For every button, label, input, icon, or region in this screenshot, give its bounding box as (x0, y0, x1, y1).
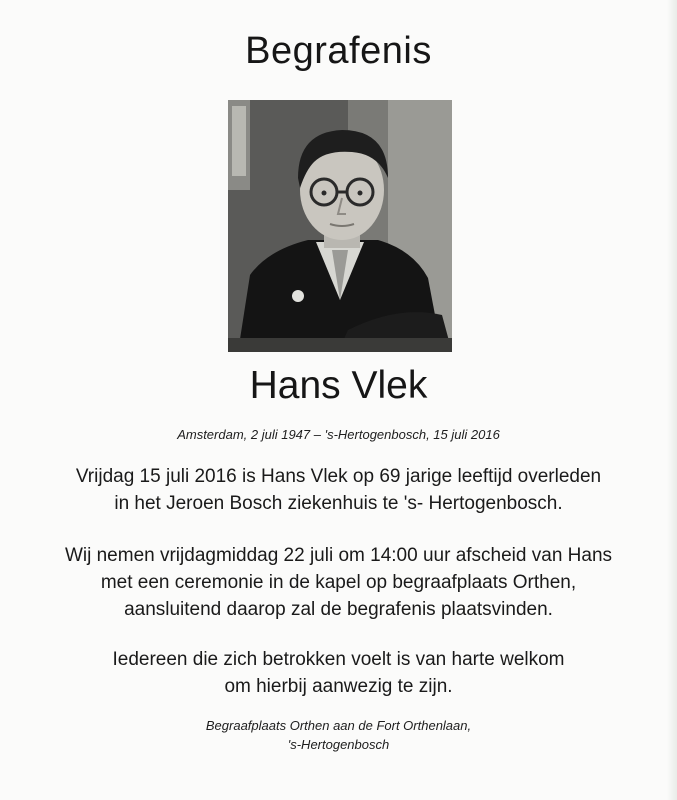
card-title: Begrafenis (245, 30, 432, 72)
location-line: 's-Hertogenbosch (287, 737, 390, 752)
welcome-line: Iedereen die zich betrokken voelt is van harte welkom (112, 649, 565, 670)
birth-death-dates: Amsterdam, 2 juli 1947 – 's-Hertogenbosch, 15 juli 2016 (177, 427, 500, 442)
portrait-illustration (228, 100, 452, 352)
announcement-line: Vrijdag 15 juli 2016 is Hans Vlek op 69 jarige leeftijd overleden (75, 466, 602, 487)
page-edge (667, 0, 677, 800)
ceremony-paragraph (0, 542, 677, 623)
location-footer (0, 716, 677, 754)
ceremony-line: Wij nemen vrijdagmiddag 22 juli om 14:00 uur afscheid van Hans (64, 545, 613, 566)
welcome-line: om hierbij aanwezig te zijn. (224, 676, 453, 697)
announcement-paragraph (0, 463, 677, 517)
ceremony-line: met een ceremonie in de kapel op begraafplaats Orthen, (100, 572, 577, 593)
welcome-paragraph (0, 646, 677, 700)
announcement-line: in het Jeroen Bosch ziekenhuis te 's- Hertogenbosch. (114, 493, 563, 514)
location-line: Begraafplaats Orthen aan de Fort Orthenlaan, (205, 718, 472, 733)
portrait-photo-icon (228, 100, 452, 352)
deceased-name: Hans Vlek (249, 364, 428, 407)
ceremony-line: aansluitend daarop zal de begrafenis plaatsvinden. (124, 599, 553, 620)
